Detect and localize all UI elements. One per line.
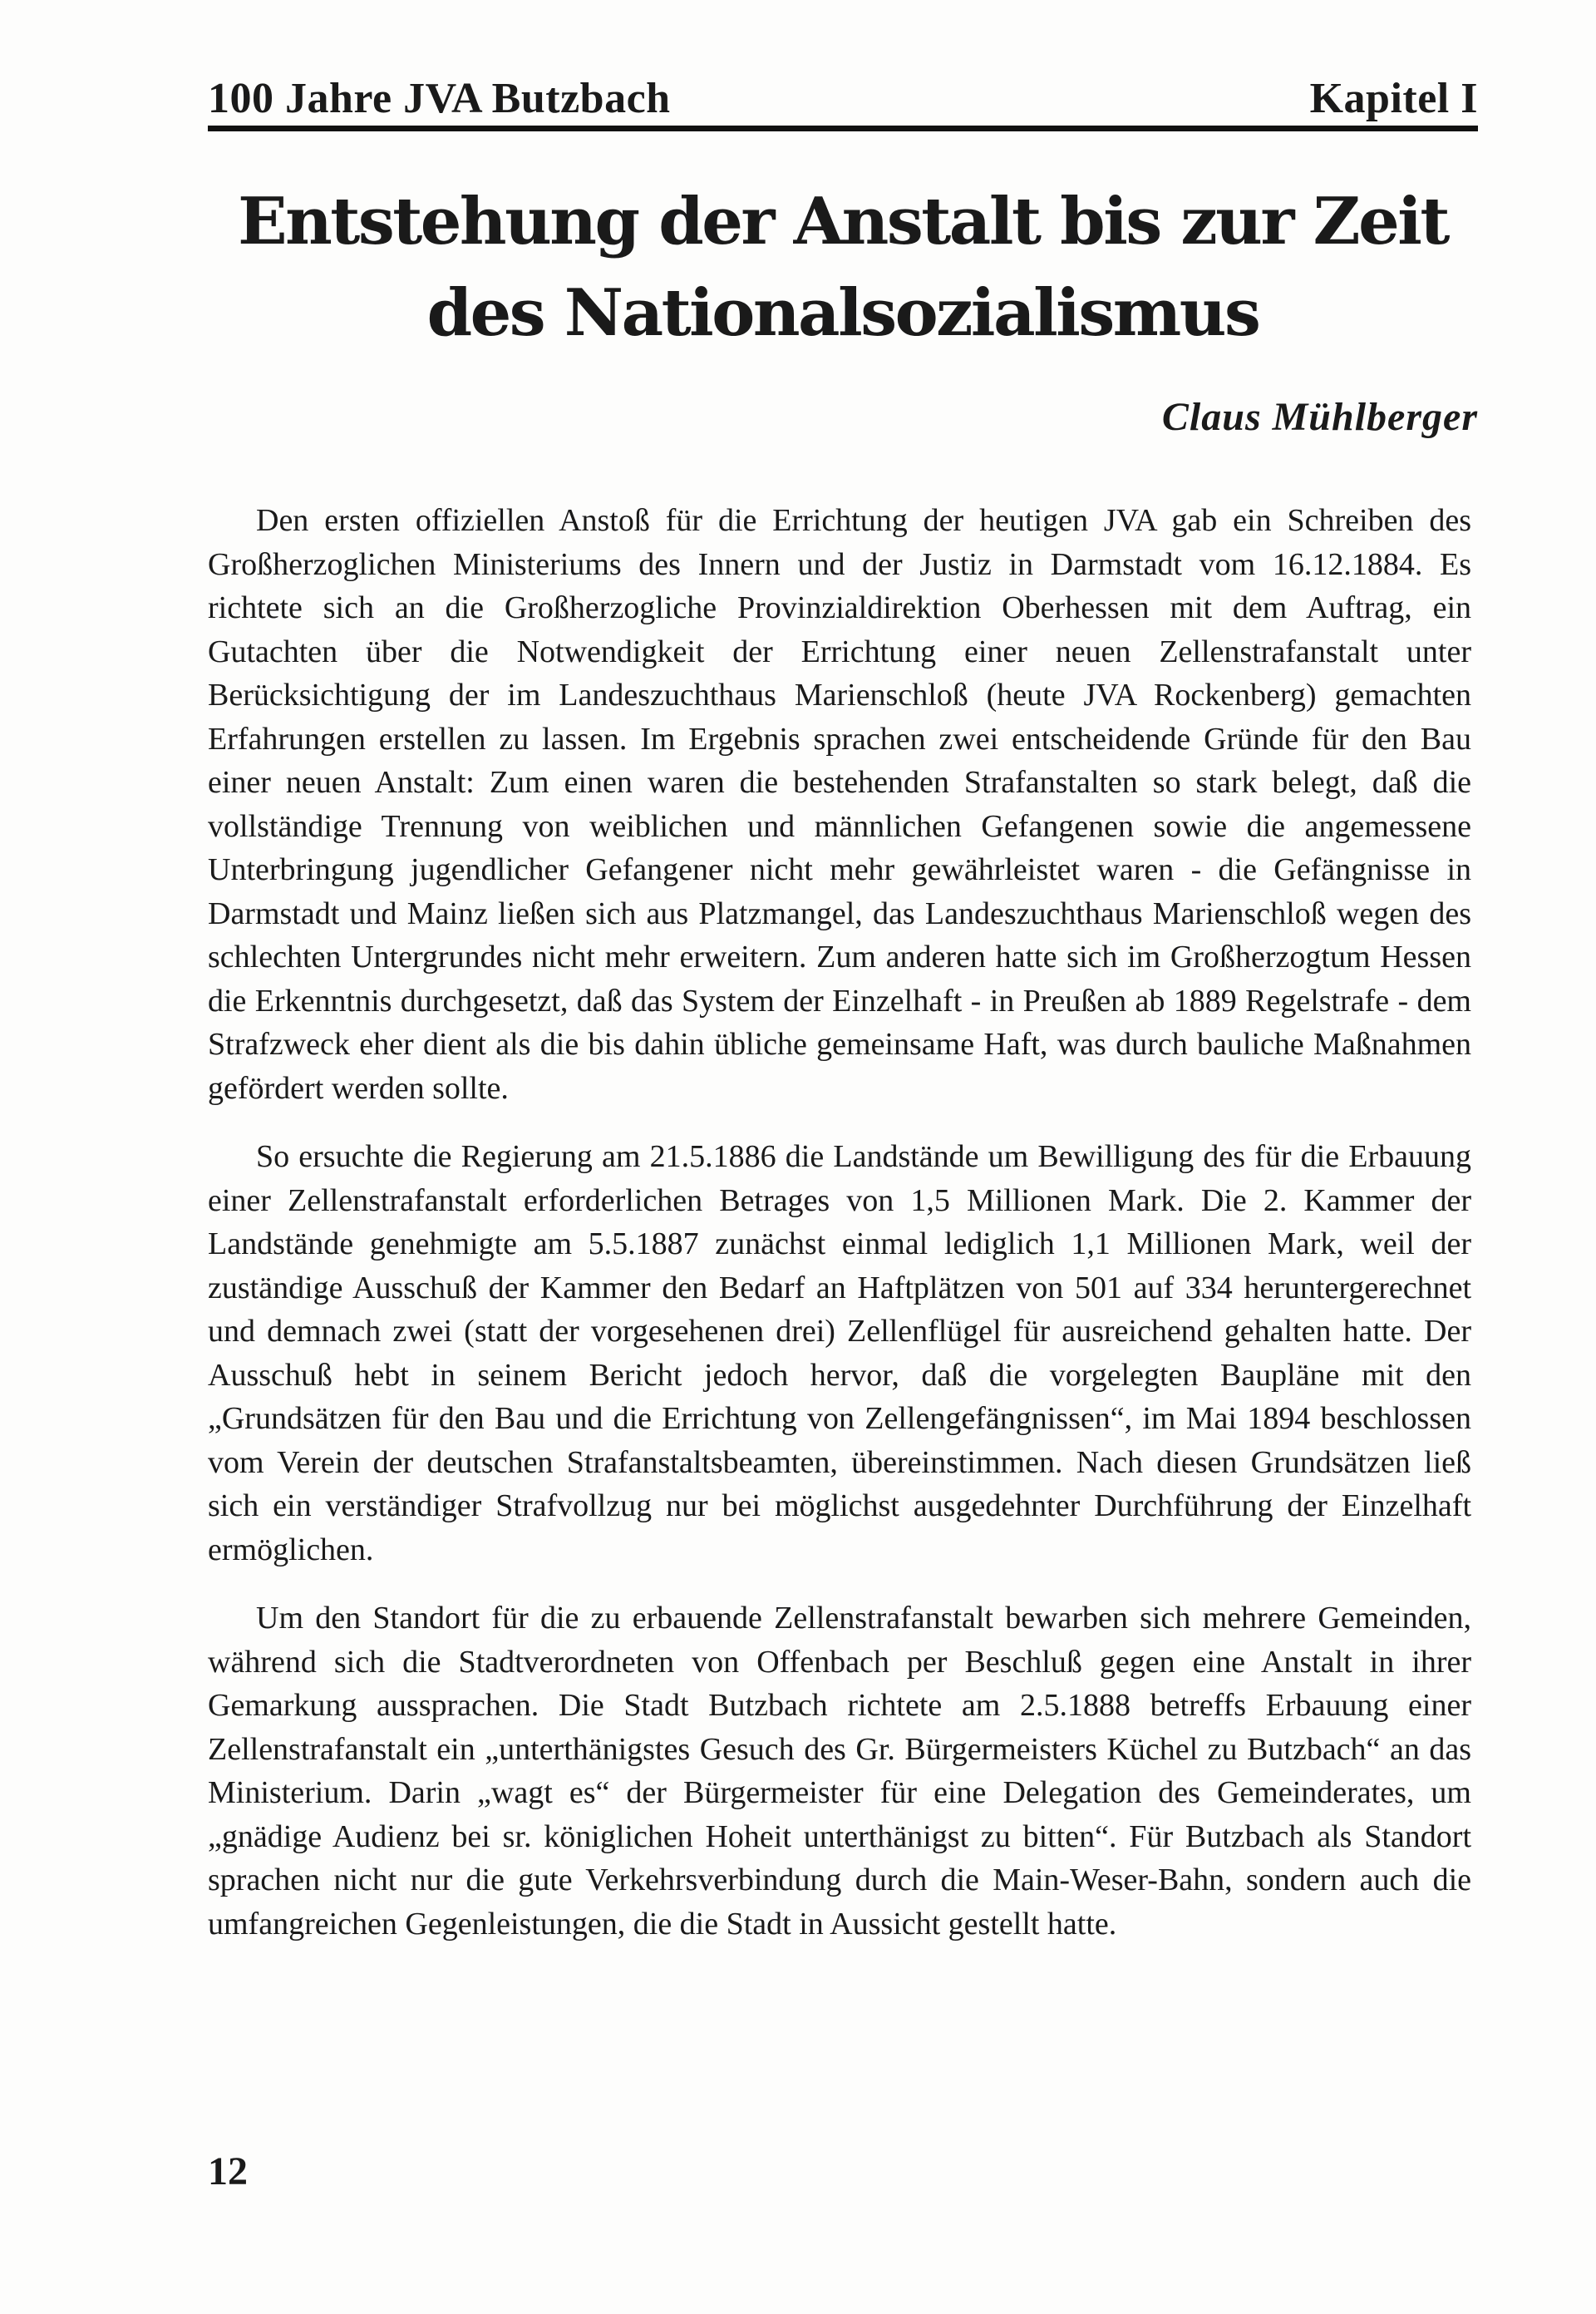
article-title	[208, 176, 1478, 359]
article-title-line-2: des Nationalsozialismus	[426, 275, 1259, 351]
paragraph-1: Den ersten offiziellen Anstoß für die Errichtung der heutigen JVA gab ein Schreiben des Großherzoglichen Ministeriums des Innern und der Justiz in Darmstadt vom 16.12.1884. Es richtete sich an die Großherzogliche Provinzialdirektion Oberhessen mit dem Auftrag, ein Gutachten über die Notwendigkeit der Errichtung einer neuen Zellenstrafanstalt unter Berücksichtigung der im Landeszuchthaus Marienschloß (heute JVA Rockenberg) gemachten Erfahrungen erstellen zu lassen. Im Ergebnis sprachen zwei entscheidende Gründe für den Bau einer neuen Anstalt: Zum einen waren die bestehenden Strafanstalten so stark belegt, daß die vollständige Trennung von weiblichen und männlichen Gefangenen sowie die angemessene Unterbringung jugendlicher Gefangener nicht mehr gewährleistet waren - die Gefängnisse in Darmstadt und Mainz ließen sich aus Platzmangel, das Landeszuchthaus Marienschloß wegen des schlechten Untergrundes nicht mehr erweitern. Zum anderen hatte sich im Großherzogtum Hessen die Erkenntnis durchgesetzt, daß das System der Einzelhaft - in Preußen ab 1889 Regelstrafe - dem Strafzweck eher dient als die bis dahin übliche gemeinsame Haft, was durch bauliche Maßnahmen gefördert werden sollte.	[208, 503, 1471, 1106]
article-body	[208, 499, 1471, 1946]
chapter-label: Kapitel I	[1309, 75, 1478, 122]
paragraph-2: So ersuchte die Regierung am 21.5.1886 die Landstände um Bewilligung des für die Erbauung einer Zellenstrafanstalt erforderlichen Betrages von 1,5 Millionen Mark. Die 2. Kammer der Landstände genehmigte am 5.5.1887 zunächst einmal lediglich 1,1 Millionen Mark, weil der zuständige Ausschuß der Kammer den Bedarf an Haftplätzen von 501 auf 334 heruntergerechnet und demnach zwei (statt der vorgesehenen drei) Zellenflügel für ausreichend gehalten hatte. Der Ausschuß hebt in seinem Bericht jedoch hervor, daß die vorgelegten Baupläne mit den „Grundsätzen für den Bau und die Errichtung von Zellengefängnissen“, im Mai 1894 beschlossen vom Verein der deutschen Strafanstaltsbeamten, übereinstimmen. Nach diesen Grundsätzen ließ sich ein verständiger Strafvollzug nur bei möglichst ausgedehnter Durchführung der Einzelhaft ermöglichen.	[208, 1139, 1471, 1567]
book-title: 100 Jahre JVA Butzbach	[208, 75, 671, 122]
page-number: 12	[208, 2149, 248, 2193]
author-name: Claus Mühlberger	[1161, 395, 1478, 439]
article-title-line-1: Entstehung der Anstalt bis zur Zeit	[238, 184, 1448, 259]
running-head	[208, 73, 1478, 131]
paragraph-3: Um den Standort für die zu erbauende Zellenstrafanstalt bewarben sich mehrere Gemeinden, während sich die Stadtverordneten von Offenbach per Beschluß gegen eine Anstalt in ihrer Gemarkung aussprachen. Die Stadt Butzbach richtete am 2.5.1888 betreffs Erbauung einer Zellenstrafanstalt ein „unterthänigstes Gesuch des Gr. Bürgermeisters Küchel zu Butzbach“ an das Ministerium. Darin „wagt es“ der Bürgermeister für eine Delegation des Gemeinderates, um „gnädige Audienz bei sr. königlichen Hoheit unterthänigst zu bitten“. Für Butzbach als Standort sprachen nicht nur die gute Verkehrsverbindung durch die Main-Weser-Bahn, sondern auch die umfangreichen Gegenleistungen, die die Stadt in Aussicht gestellt hatte.	[208, 1601, 1471, 1941]
